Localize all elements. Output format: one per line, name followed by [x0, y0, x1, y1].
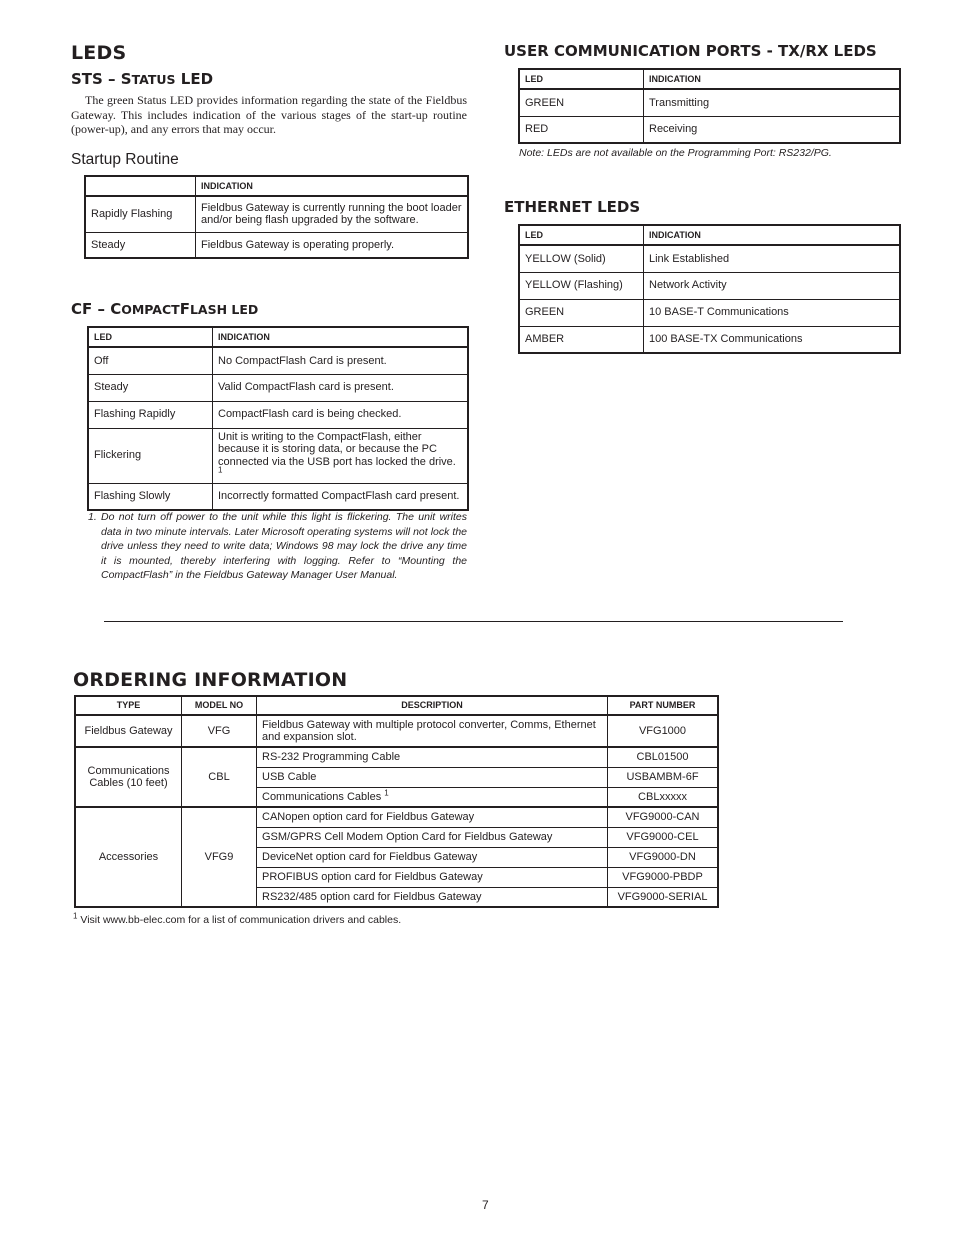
table-cell: 100 BASE-TX Communications: [644, 326, 901, 353]
cf-title: [71, 300, 258, 318]
footnote-number: 1.: [88, 511, 97, 523]
cf-title-part: CF – C: [71, 300, 122, 318]
cf-title-smallcaps: OMPACT: [121, 302, 180, 317]
compactflash-table: [87, 326, 469, 511]
table-header: LED: [519, 225, 644, 245]
startup-routine-title: Startup Routine: [71, 151, 179, 168]
description-cell: GSM/GPRS Cell Modem Option Card for Fieldbus Gateway: [257, 827, 608, 847]
table-cell: GREEN: [519, 89, 644, 116]
table-row: [519, 326, 900, 353]
table-cell: 10 BASE-T Communications: [644, 299, 901, 326]
table-cell: Receiving: [644, 116, 901, 143]
part-number-cell: VFG9000-DN: [608, 847, 719, 867]
table-row: [88, 347, 468, 374]
table-header: INDICATION: [196, 176, 469, 196]
part-number-cell: VFG9000-CAN: [608, 807, 719, 827]
model-cell: VFG9: [182, 807, 257, 907]
table-cell: Flashing Slowly: [88, 483, 213, 510]
table-header: INDICATION: [213, 327, 469, 347]
table-cell: Link Established: [644, 245, 901, 272]
table-row: [75, 747, 718, 767]
part-number-cell: VFG9000-SERIAL: [608, 887, 719, 907]
table-cell: Flickering: [88, 428, 213, 483]
table-cell: AMBER: [519, 326, 644, 353]
table-cell: Fieldbus Gateway is operating properly.: [196, 232, 469, 258]
table-cell: No CompactFlash Card is present.: [213, 347, 469, 374]
cf-title-led: LED: [227, 302, 259, 317]
description-cell: PROFIBUS option card for Fieldbus Gateway: [257, 867, 608, 887]
table-header: [85, 176, 196, 196]
table-cell: Off: [88, 347, 213, 374]
table-row: [88, 401, 468, 428]
description-cell: RS-232 Programming Cable: [257, 747, 608, 767]
cf-title-smallcaps: LASH: [189, 302, 228, 317]
table-cell: GREEN: [519, 299, 644, 326]
ports-table: [518, 68, 901, 144]
sts-title-part: STS – S: [71, 70, 132, 88]
description-cell: Fieldbus Gateway with multiple protocol converter, Comms, Ethernet and expansion slot.: [257, 715, 608, 747]
ordering-title: ORDERING INFORMATION: [73, 669, 348, 691]
table-row: [85, 196, 468, 232]
part-number-cell: CBLxxxxx: [608, 787, 719, 807]
page-number: 7: [482, 1198, 489, 1212]
table-cell: [213, 428, 469, 483]
table-row: [519, 89, 900, 116]
startup-routine-table: [84, 175, 469, 259]
type-cell: Accessories: [75, 807, 182, 907]
table-row: [75, 807, 718, 827]
ports-title: USER COMMUNICATION PORTS - TX/RX LEDS: [504, 42, 877, 60]
table-header: INDICATION: [644, 69, 901, 89]
flickering-indication-text: Unit is writing to the CompactFlash, either because it is storing data, or because the PC connected via the USB port has locked the drive.: [218, 430, 456, 468]
table-header: PART NUMBER: [608, 696, 719, 715]
cf-title-part: F: [179, 300, 190, 318]
description-cell: USB Cable: [257, 767, 608, 787]
table-header: MODEL NO: [182, 696, 257, 715]
sts-paragraph: The green Status LED provides information regarding the state of the Fieldbus Gateway. This includes indication of the various stages of the start-up routine (power-up), and any errors that may occur.: [71, 93, 467, 136]
table-row: [85, 232, 468, 258]
table-cell: Transmitting: [644, 89, 901, 116]
table-cell: Rapidly Flashing: [85, 196, 196, 232]
part-number-cell: VFG9000-PBDP: [608, 867, 719, 887]
model-cell: VFG: [182, 715, 257, 747]
ethernet-table: [518, 224, 901, 354]
table-header: TYPE: [75, 696, 182, 715]
table-header: INDICATION: [644, 225, 901, 245]
footnote-marker: 1: [73, 911, 78, 921]
sts-title-led: LED: [175, 70, 214, 88]
footnote-text: Visit www.bb-elec.com for a list of communication drivers and cables.: [80, 914, 402, 926]
description-cell: RS232/485 option card for Fieldbus Gateway: [257, 887, 608, 907]
table-cell: RED: [519, 116, 644, 143]
cf-footnote: [88, 510, 467, 583]
description-cell: CANopen option card for Fieldbus Gateway: [257, 807, 608, 827]
table-row: [88, 428, 468, 483]
table-row: [75, 715, 718, 747]
table-cell: Incorrectly formatted CompactFlash card present.: [213, 483, 469, 510]
model-cell: CBL: [182, 747, 257, 807]
description-text: Communications Cables: [262, 790, 382, 803]
table-row: [88, 374, 468, 401]
table-cell: Flashing Rapidly: [88, 401, 213, 428]
table-header: LED: [519, 69, 644, 89]
ordering-table: [74, 695, 719, 908]
table-cell: Valid CompactFlash card is present.: [213, 374, 469, 401]
description-cell: DeviceNet option card for Fieldbus Gateway: [257, 847, 608, 867]
table-row: [519, 245, 900, 272]
table-row: [88, 483, 468, 510]
part-number-cell: VFG9000-CEL: [608, 827, 719, 847]
table-cell: YELLOW (Flashing): [519, 272, 644, 299]
sts-title-smallcaps: TATUS: [131, 72, 176, 87]
part-number-cell: VFG1000: [608, 715, 719, 747]
table-row: [519, 272, 900, 299]
table-cell: Steady: [85, 232, 196, 258]
table-header: LED: [88, 327, 213, 347]
table-cell: YELLOW (Solid): [519, 245, 644, 272]
table-cell: CompactFlash card is being checked.: [213, 401, 469, 428]
ordering-footnote: [73, 911, 402, 926]
section-divider: [104, 621, 843, 622]
part-number-cell: USBAMBM-6F: [608, 767, 719, 787]
table-row: [519, 299, 900, 326]
ports-note: Note: LEDs are not available on the Programming Port: RS232/PG.: [519, 147, 832, 159]
footnote-marker: 1: [218, 465, 223, 475]
description-cell: [257, 787, 608, 807]
table-cell: Steady: [88, 374, 213, 401]
footnote-marker: 1: [384, 787, 389, 797]
table-header: DESCRIPTION: [257, 696, 608, 715]
leds-title: LEDS: [71, 42, 127, 64]
sts-title: [71, 70, 213, 88]
type-cell: Fieldbus Gateway: [75, 715, 182, 747]
table-row: [519, 116, 900, 143]
table-cell: Network Activity: [644, 272, 901, 299]
part-number-cell: CBL01500: [608, 747, 719, 767]
ethernet-title: ETHERNET LEDS: [504, 198, 641, 216]
type-cell: Communications Cables (10 feet): [75, 747, 182, 807]
table-cell: Fieldbus Gateway is currently running the boot loader and/or being flash upgraded by the software.: [196, 196, 469, 232]
footnote-text: Do not turn off power to the unit while this light is flickering. The unit writes data in two minute intervals. Later Microsoft operating systems will not lock the drive unless they need to write data; Windows 98 may lock the drive any time it is mounted, thereby interfering with logging. Refer to “Mounting the CompactFlash” in the Fieldbus Gateway Manager User Manual.: [101, 511, 467, 581]
